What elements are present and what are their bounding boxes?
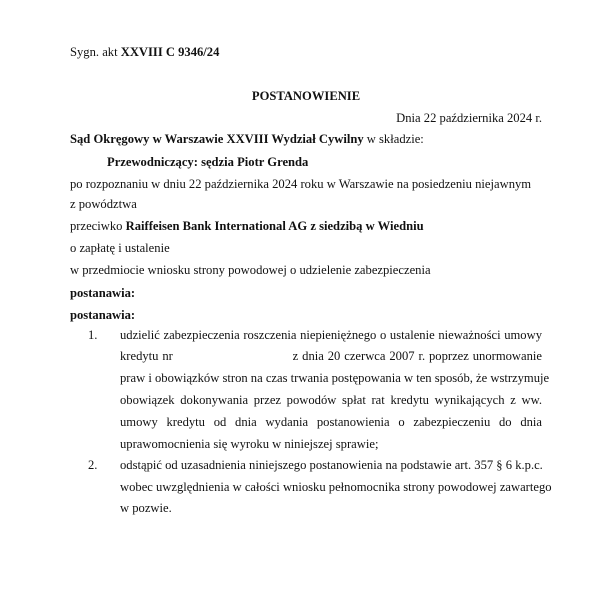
defendant-name: Raiffeisen Bank International AG z siedzibą w Wiedniu xyxy=(125,219,424,233)
decides-heading-1: postanawia: xyxy=(70,286,136,300)
subject-line: w przedmiocie wniosku strony powodowej o udzielenie zabezpieczenia xyxy=(70,263,431,277)
item-line: w pozwie. xyxy=(120,501,172,515)
court-suffix: w składzie: xyxy=(363,132,424,146)
document-title: POSTANOWIENIE xyxy=(251,89,361,103)
loan-number-label: kredytu nr xyxy=(120,349,173,363)
claim-line: o zapłatę i ustalenie xyxy=(70,241,170,255)
presiding-judge: Przewodniczący: sędzia Piotr Grenda xyxy=(107,155,309,169)
court-line xyxy=(70,131,424,147)
court-name: Sąd Okręgowy w Warszawie XXVIII Wydział Cywilny xyxy=(70,132,364,146)
defendant-prefix: przeciwko xyxy=(70,219,126,233)
case-signature-prefix: Sygn. akt xyxy=(70,45,121,59)
item-line: udzielić zabezpieczenia roszczenia niepieniężnego o ustalenie nieważności umowy xyxy=(120,328,542,342)
decision-date: Dnia 22 października 2024 r. xyxy=(396,111,542,125)
case-signature xyxy=(70,44,219,60)
item-line: obowiązek dokonywania przez powodów spłat rat kredytu wynikających z ww. xyxy=(120,393,542,407)
item-line-with-gap xyxy=(120,348,542,364)
item-number: 1. xyxy=(88,328,98,342)
item-line-segment: z dnia 20 czerwca 2007 r. poprzez unormowanie xyxy=(292,349,542,363)
plaintiff-line: z powództwa xyxy=(70,197,137,211)
decides-heading-2: postanawia: xyxy=(70,308,136,322)
item-line: praw i obowiązków stron na czas trwania postępowania w ten sposób, że wstrzymuje xyxy=(120,371,550,385)
item-line: odstąpić od uzasadnienia niniejszego postanowienia na podstawie art. 357 § 6 k.p.c. xyxy=(120,458,543,472)
item-number: 2. xyxy=(88,458,98,472)
defendant-line xyxy=(70,218,424,234)
item-line: umowy kredytu od dnia wydania postanowienia o zabezpieczeniu do dnia xyxy=(120,415,542,429)
item-line: uprawomocnienia się wyroku w niniejszej sprawie; xyxy=(120,437,379,451)
considered-line: po rozpoznaniu w dniu 22 października 2024 roku w Warszawie na posiedzeniu niejawnym xyxy=(70,177,532,191)
item-line: wobec uwzględnienia w całości wniosku pełnomocnika strony powodowej zawartego xyxy=(120,480,552,494)
case-signature-number: XXVIII C 9346/24 xyxy=(120,45,220,59)
